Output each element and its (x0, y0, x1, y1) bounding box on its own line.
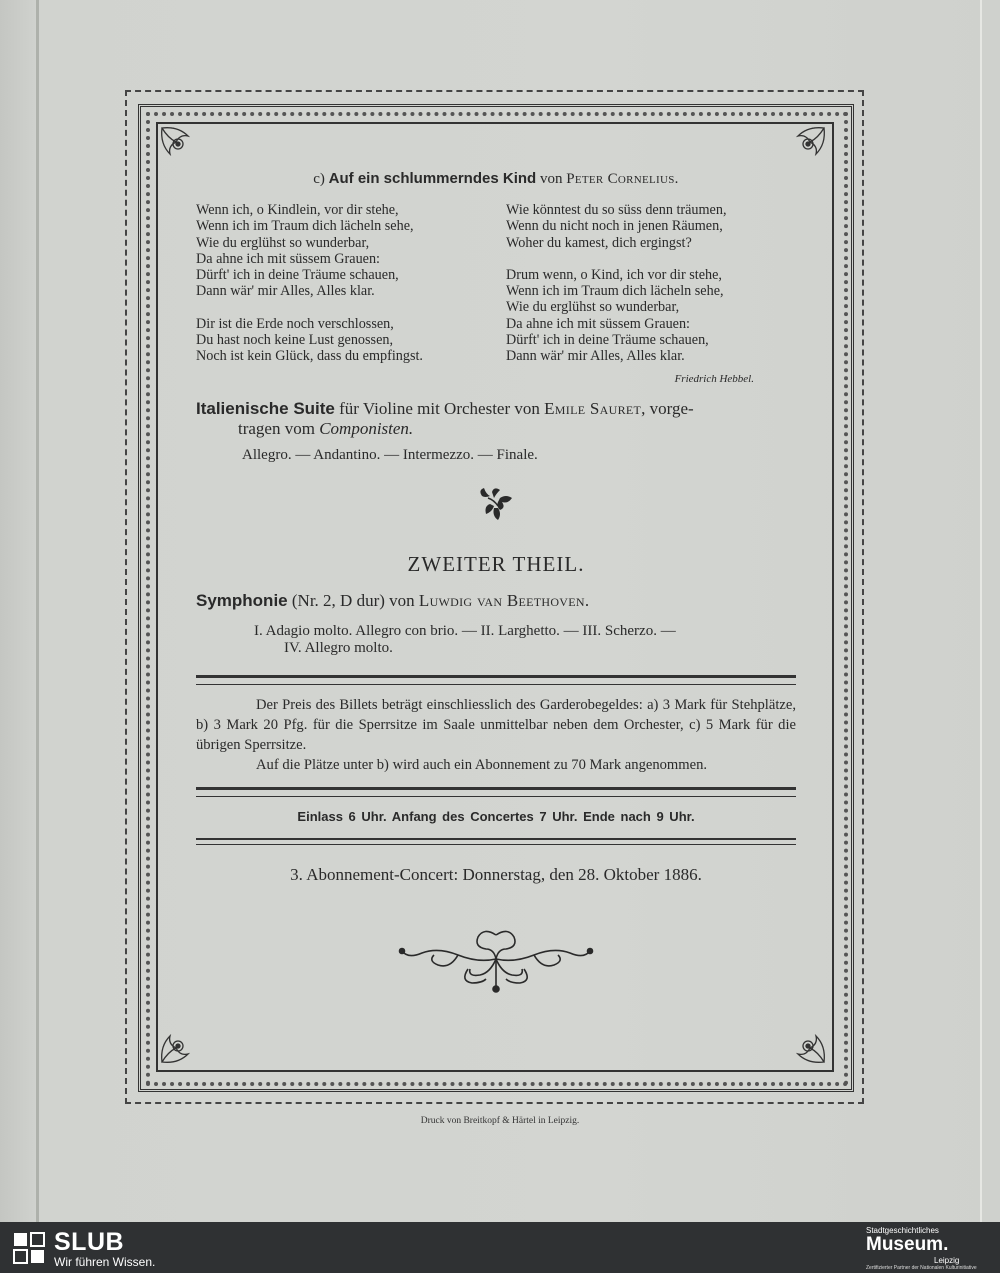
poem-line: Wenn du nicht noch in jenen Räumen, (506, 218, 723, 235)
poem-line: Dürft' ich in deine Träume schauen, (506, 332, 709, 349)
symphony-movements (196, 623, 796, 657)
suite-text: für Violine mit Orchester von (334, 398, 545, 418)
price-info (196, 695, 796, 775)
divider (196, 675, 796, 685)
poem-stanza (506, 267, 796, 365)
symphony-movements-line: IV. Allegro molto. (284, 639, 393, 656)
symphony-movements-line: I. Adagio molto. Allegro con brio. — II. Larghetto. — III. Scherzo. — (254, 622, 676, 639)
poem-line: Dann wär' mir Alles, Alles klar. (196, 283, 375, 300)
poem-stanza (506, 202, 796, 251)
poem-line: Du hast noch keine Lust genossen, (196, 332, 394, 349)
section-heading: ZWEITER THEIL. (407, 551, 585, 576)
museum-name: Museum. (866, 1234, 949, 1255)
footer-bar (0, 1222, 1000, 1273)
piece-name: Auf ein schlummerndes Kind (328, 170, 537, 187)
corner-ornament-icon (788, 1026, 828, 1066)
symphony-entry (196, 591, 796, 611)
suite-line-2 (196, 419, 796, 439)
poem-line: Dürft' ich in deine Träume schauen, (196, 267, 399, 284)
library-tagline: Wir führen Wissen. (54, 1255, 156, 1269)
suite-title: Italienische Suite (196, 398, 335, 418)
poem-line: Wenn ich im Traum dich lächeln sehe, (196, 218, 414, 235)
printer-imprint: Druck von Breitkopf & Härtel in Leipzig. (420, 1116, 580, 1126)
concert-times: Einlass 6 Uhr. Anfang des Concertes 7 Uhr. Ende nach 9 Uhr. (297, 808, 695, 824)
divider (196, 787, 796, 797)
poem-stanza (196, 202, 486, 300)
suite-performer: Componisten. (319, 418, 414, 438)
poem-right-column (506, 202, 796, 381)
symphony-detail: (Nr. 2, D dur) von (287, 590, 419, 610)
poem-line: Wie du erglühst so wunderbar, (506, 299, 680, 316)
museum-subtitle: Stadtgeschichtliches (866, 1226, 939, 1235)
poem-line: Da ahne ich mit süssem Grauen: (506, 315, 690, 332)
poem-line: Drum wenn, o Kind, ich vor dir stehe, (506, 266, 722, 283)
suite-composer: Emile Sauret (544, 398, 642, 418)
poem-line: Wie könntest du so süss denn träumen, (506, 202, 727, 218)
next-concert: 3. Abonnement-Concert: Donnerstag, den 28. Oktober 1886. (290, 864, 702, 884)
slub-logo-icon (12, 1231, 46, 1265)
poem-line: Wie du erglühst so wunderbar, (196, 234, 370, 251)
program-content (196, 170, 796, 995)
price-paragraph: Auf die Plätze unter b) wird auch ein Abonnement zu 70 Mark angenommen. (256, 756, 708, 773)
leaf-ornament-icon (196, 486, 796, 522)
page-edge (980, 0, 982, 1222)
museum-certification: Zertifizierter Partner der Nationalen Kulturinitiative (866, 1265, 977, 1271)
price-paragraph: Der Preis des Billets beträgt einschliesslich des Garderobegeldes: a) 3 Mark für Stehplätze, b) 3 Mark 20 Pfg. für die Sperrsitze im Saale unmittelbar neben dem Orchester, c) 5 Mark für die übrigen Sperrsitze. (196, 696, 796, 753)
divider (196, 838, 796, 845)
page-fold (36, 0, 39, 1222)
poem-line: Woher du kamest, dich ergingst? (506, 234, 692, 251)
poem-line: Dann wär' mir Alles, Alles klar. (506, 348, 685, 365)
poem-line: Dir ist die Erde noch verschlossen, (196, 315, 394, 332)
symphony-composer: Luwdig van Beethoven. (418, 590, 590, 610)
piece-prefix: c) (313, 171, 325, 187)
suite-text: , vorge- (641, 398, 694, 418)
suite-text: tragen vom (238, 418, 320, 438)
poem-line: Wenn ich, o Kindlein, vor dir stehe, (196, 202, 399, 218)
corner-ornament-icon (788, 124, 828, 164)
piece-composer: Peter Cornelius. (566, 171, 679, 187)
poem-stanza (196, 316, 486, 365)
scroll-ornament-icon (196, 925, 796, 995)
piece-c-title (196, 170, 796, 188)
poem-line: Da ahne ich mit süssem Grauen: (196, 250, 380, 267)
corner-ornament-icon (158, 124, 198, 164)
suite-entry (196, 399, 796, 439)
corner-ornament-icon (158, 1026, 198, 1066)
piece-by: von (539, 171, 563, 187)
poem-author: Friedrich Hebbel. (674, 372, 754, 385)
library-name: SLUB (54, 1228, 125, 1256)
suite-movements: Allegro. — Andantino. — Intermezzo. — Finale. (242, 446, 538, 463)
poem (196, 202, 796, 381)
symphony-title: Symphonie (196, 590, 288, 610)
poem-left-column (196, 202, 486, 381)
museum-city: Leipzig (934, 1256, 960, 1265)
poem-line: Noch ist kein Glück, dass du empfingst. (196, 348, 423, 365)
poem-line: Wenn ich im Traum dich lächeln sehe, (506, 283, 724, 300)
